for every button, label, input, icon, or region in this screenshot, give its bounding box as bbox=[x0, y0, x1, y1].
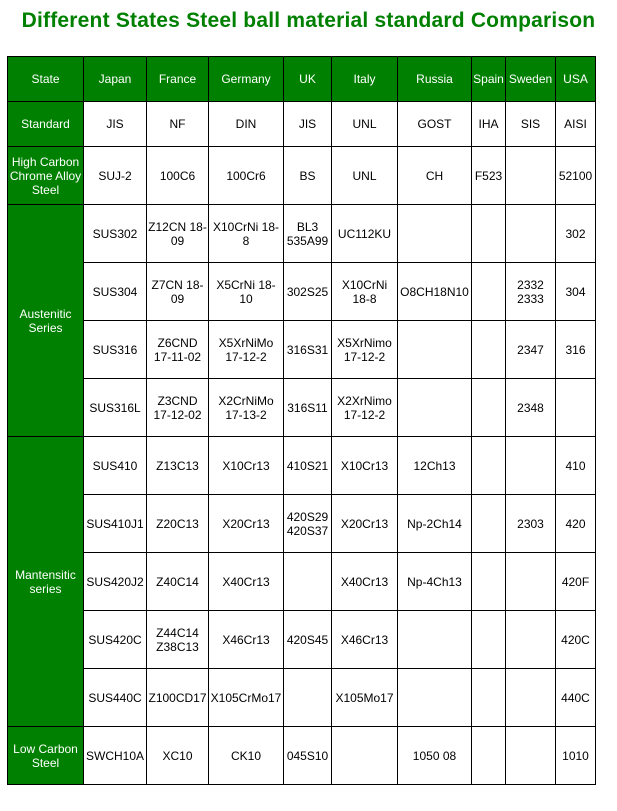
table-cell bbox=[398, 611, 472, 669]
table-cell: 100Cr6 bbox=[209, 147, 284, 205]
table-cell: 420C bbox=[556, 611, 596, 669]
table-cell bbox=[398, 379, 472, 437]
table-row bbox=[8, 669, 596, 727]
table-cell: SUS410 bbox=[84, 437, 147, 495]
table-cell bbox=[472, 263, 506, 321]
standard-label: Standard bbox=[8, 102, 84, 147]
table-cell: Z100CD17 bbox=[147, 669, 209, 727]
table-cell: 420S45 bbox=[284, 611, 332, 669]
page-title: Different States Steel ball material standard Comparison bbox=[21, 9, 596, 32]
table-cell: Np-2Ch14 bbox=[398, 495, 472, 553]
table-row bbox=[8, 205, 596, 263]
standard-cell: IHA bbox=[472, 102, 506, 147]
table-cell: Z3CND 17-12-02 bbox=[147, 379, 209, 437]
header-usa: USA bbox=[556, 57, 596, 102]
table-cell: SWCH10A bbox=[84, 727, 147, 785]
table-cell: UNL bbox=[332, 147, 398, 205]
table-cell: X10Cr13 bbox=[209, 437, 284, 495]
table-row bbox=[8, 611, 596, 669]
table-cell: 2348 bbox=[506, 379, 556, 437]
header-row bbox=[8, 57, 596, 102]
header-germany: Germany bbox=[209, 57, 284, 102]
table-cell: X46Cr13 bbox=[332, 611, 398, 669]
table-cell: 302S25 bbox=[284, 263, 332, 321]
table-cell: 100C6 bbox=[147, 147, 209, 205]
table-cell: 045S10 bbox=[284, 727, 332, 785]
table-cell bbox=[398, 321, 472, 379]
table-cell: 316 bbox=[556, 321, 596, 379]
table-cell: 302 bbox=[556, 205, 596, 263]
table-cell: SUS420J2 bbox=[84, 553, 147, 611]
table-cell bbox=[398, 205, 472, 263]
group-high-carbon: High Carbon Chrome Alloy Steel bbox=[8, 147, 84, 205]
table-cell: O8CH18N10 bbox=[398, 263, 472, 321]
header-france: France bbox=[147, 57, 209, 102]
table-cell: 420F bbox=[556, 553, 596, 611]
table-cell: Z40C14 bbox=[147, 553, 209, 611]
table-row bbox=[8, 437, 596, 495]
table-cell: 316S31 bbox=[284, 321, 332, 379]
table-cell bbox=[472, 553, 506, 611]
table-cell: 440C bbox=[556, 669, 596, 727]
group-martensitic: Mantensitic series bbox=[8, 437, 84, 727]
table-row bbox=[8, 263, 596, 321]
table-cell: 410 bbox=[556, 437, 596, 495]
table-cell: Z6CND 17-11-02 bbox=[147, 321, 209, 379]
standard-cell: GOST bbox=[398, 102, 472, 147]
table-cell: 304 bbox=[556, 263, 596, 321]
table-row bbox=[8, 495, 596, 553]
table-cell: X2CrNiMo 17-13-2 bbox=[209, 379, 284, 437]
table-cell bbox=[284, 553, 332, 611]
table-row bbox=[8, 727, 596, 785]
table-cell bbox=[556, 379, 596, 437]
table-row bbox=[8, 553, 596, 611]
table-cell bbox=[506, 205, 556, 263]
table-cell: X10CrNi 18-8 bbox=[332, 263, 398, 321]
standard-cell: AISI bbox=[556, 102, 596, 147]
table-cell: X20Cr13 bbox=[209, 495, 284, 553]
group-austenitic: Austenitic Series bbox=[8, 205, 84, 437]
standard-cell: DIN bbox=[209, 102, 284, 147]
table-cell: SUS316 bbox=[84, 321, 147, 379]
standard-row bbox=[8, 102, 596, 147]
table-cell: 316S11 bbox=[284, 379, 332, 437]
header-italy: Italy bbox=[332, 57, 398, 102]
table-cell: SUS420C bbox=[84, 611, 147, 669]
table-cell: CH bbox=[398, 147, 472, 205]
table-cell bbox=[472, 727, 506, 785]
header-sweden: Sweden bbox=[506, 57, 556, 102]
table-cell: 420 bbox=[556, 495, 596, 553]
table-cell: X40Cr13 bbox=[209, 553, 284, 611]
table-cell: X2XrNimo 17-12-2 bbox=[332, 379, 398, 437]
table-cell: X10Cr13 bbox=[332, 437, 398, 495]
table-cell: SUS440C bbox=[84, 669, 147, 727]
table-cell: UC112KU bbox=[332, 205, 398, 263]
table-cell: F523 bbox=[472, 147, 506, 205]
table-cell: X5CrNi 18-10 bbox=[209, 263, 284, 321]
table-cell bbox=[472, 611, 506, 669]
table-cell: Z12CN 18-09 bbox=[147, 205, 209, 263]
table-row bbox=[8, 321, 596, 379]
table-cell: BS bbox=[284, 147, 332, 205]
table-cell: 1050 08 bbox=[398, 727, 472, 785]
table-cell bbox=[472, 205, 506, 263]
table-cell: Z7CN 18-09 bbox=[147, 263, 209, 321]
standard-cell: JIS bbox=[284, 102, 332, 147]
header-russia: Russia bbox=[398, 57, 472, 102]
table-cell: SUS302 bbox=[84, 205, 147, 263]
table-cell: 2332 2333 bbox=[506, 263, 556, 321]
table-cell: 410S21 bbox=[284, 437, 332, 495]
table-cell: X46Cr13 bbox=[209, 611, 284, 669]
table-cell bbox=[472, 495, 506, 553]
table-cell bbox=[506, 611, 556, 669]
standard-cell: UNL bbox=[332, 102, 398, 147]
table-cell: 12Ch13 bbox=[398, 437, 472, 495]
table-cell bbox=[506, 727, 556, 785]
table-cell: X5XrNimo 17-12-2 bbox=[332, 321, 398, 379]
table-cell: CK10 bbox=[209, 727, 284, 785]
standard-cell: JIS bbox=[84, 102, 147, 147]
table-cell: Z44C14 Z38C13 bbox=[147, 611, 209, 669]
table-cell: X20Cr13 bbox=[332, 495, 398, 553]
table-cell bbox=[472, 321, 506, 379]
table-row bbox=[8, 379, 596, 437]
steel-standards-table bbox=[7, 56, 596, 785]
table-cell: 52100 bbox=[556, 147, 596, 205]
table-cell: SUS410J1 bbox=[84, 495, 147, 553]
table-cell: Np-4Ch13 bbox=[398, 553, 472, 611]
table-cell bbox=[332, 727, 398, 785]
table-cell bbox=[284, 669, 332, 727]
table-cell: Z20C13 bbox=[147, 495, 209, 553]
header-uk: UK bbox=[284, 57, 332, 102]
table-cell: X40Cr13 bbox=[332, 553, 398, 611]
table-cell bbox=[506, 147, 556, 205]
standard-cell: NF bbox=[147, 102, 209, 147]
table-cell: SUJ-2 bbox=[84, 147, 147, 205]
table-cell: Z13C13 bbox=[147, 437, 209, 495]
table-cell: 1010 bbox=[556, 727, 596, 785]
table-row bbox=[8, 147, 596, 205]
table-cell bbox=[398, 669, 472, 727]
table-cell bbox=[506, 553, 556, 611]
table-cell: SUS304 bbox=[84, 263, 147, 321]
group-low-carbon: Low Carbon Steel bbox=[8, 727, 84, 785]
table-cell: 2347 bbox=[506, 321, 556, 379]
table-cell: 2303 bbox=[506, 495, 556, 553]
table-cell: X105CrMo17 bbox=[209, 669, 284, 727]
table-cell: X5XrNiMo 17-12-2 bbox=[209, 321, 284, 379]
table-cell: BL3 535A99 bbox=[284, 205, 332, 263]
table-cell: 420S29 420S37 bbox=[284, 495, 332, 553]
table-cell: X10CrNi 18-8 bbox=[209, 205, 284, 263]
table-cell bbox=[472, 437, 506, 495]
table-cell: X105Mo17 bbox=[332, 669, 398, 727]
standard-cell: SIS bbox=[506, 102, 556, 147]
header-japan: Japan bbox=[84, 57, 147, 102]
header-state: State bbox=[8, 57, 84, 102]
table-cell bbox=[472, 379, 506, 437]
table-cell: XC10 bbox=[147, 727, 209, 785]
header-spain: Spain bbox=[472, 57, 506, 102]
table-cell bbox=[472, 669, 506, 727]
table-cell: SUS316L bbox=[84, 379, 147, 437]
table-cell bbox=[506, 669, 556, 727]
table-cell bbox=[506, 437, 556, 495]
